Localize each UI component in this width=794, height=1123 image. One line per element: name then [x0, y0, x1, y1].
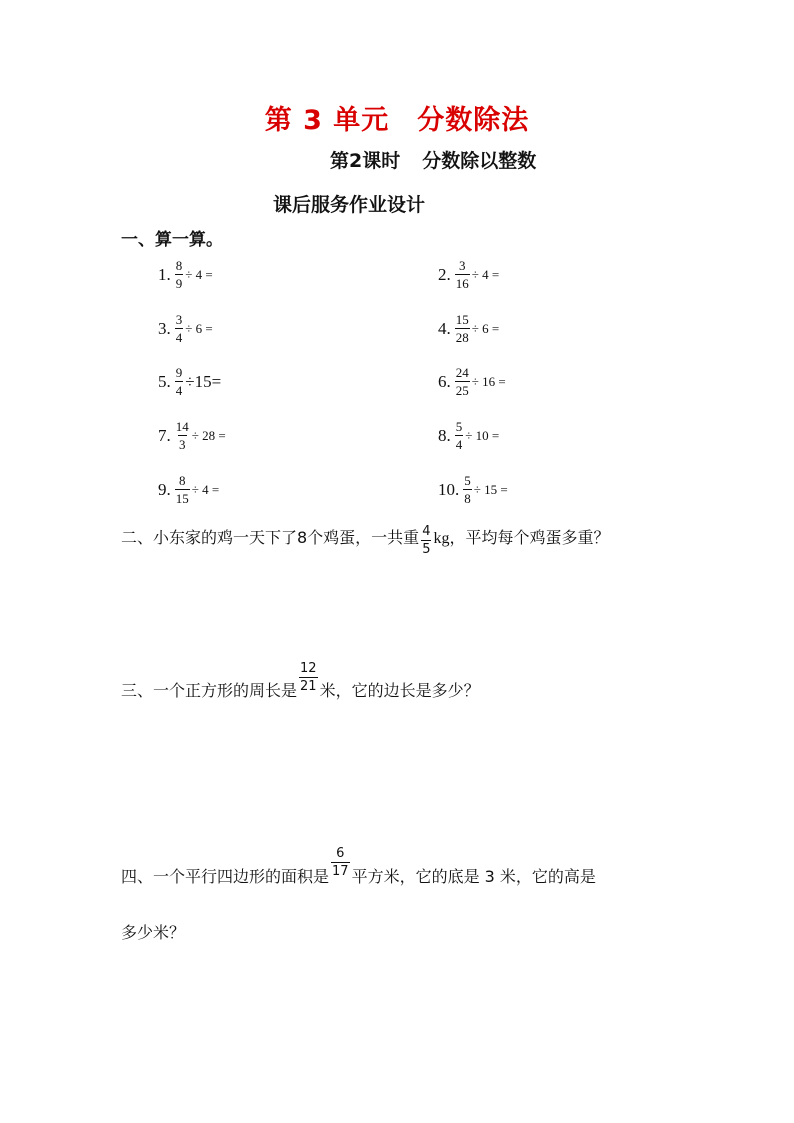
fraction: $\frac{5}{4}$ [455, 419, 463, 452]
problem-9: 9. $\frac{8}{15}$ ÷ 4 = [158, 473, 220, 506]
lesson-number: 第2课时 [330, 150, 401, 172]
fraction: $\frac{14}{3}$ [175, 419, 189, 452]
fraction: $\frac{9}{4}$ [175, 365, 183, 398]
lesson-subtitle [330, 146, 536, 173]
fraction: $\frac{8}{15}$ [175, 473, 189, 506]
problem-4: 4. $\frac{15}{28}$ ÷ 6 = [438, 312, 500, 345]
section-2-question: 二、小东家的鸡一天下了8个鸡蛋，一共重 $\frac{4}{5}$ kg ，平均每个鸡蛋多重？ [121, 524, 610, 557]
fraction: $\frac{3}{16}$ [455, 258, 469, 291]
lesson-topic: 分数除以整数 [422, 150, 537, 172]
problem-8: 8. $\frac{5}{4}$ ÷ 10 = [438, 419, 500, 452]
fraction: $\frac{24}{25}$ [455, 365, 469, 398]
fraction: $\frac{3}{4}$ [175, 312, 183, 345]
problem-3: 3. $\frac{3}{4}$ ÷ 6 = [158, 312, 213, 345]
fraction: $\frac{4}{5}$ [422, 524, 431, 557]
worksheet-heading: 课后服务作业设计 [273, 194, 426, 216]
fraction: $\frac{12}{21}$ [300, 661, 317, 694]
section-1-label: 一、算一算。 [121, 230, 223, 250]
section-3-question: 三、一个正方形的周长是 $\frac{12}{21}$ 米，它的边长是多少？ [121, 661, 480, 700]
fraction: $\frac{15}{28}$ [455, 312, 469, 345]
fraction: $\frac{8}{9}$ [175, 258, 183, 291]
problem-7: 7. $\frac{14}{3}$ ÷ 28 = [158, 419, 226, 452]
fraction: $\frac{5}{8}$ [464, 473, 471, 506]
section-4-question: 四、一个平行四边形的面积是 $\frac{6}{17}$ 平方米，它的底是 3 米，它的高是 [121, 846, 596, 886]
fraction: $\frac{6}{17}$ [332, 846, 349, 879]
problem-10: 10. $\frac{5}{8}$ ÷ 15 = [438, 473, 508, 506]
problem-2: 2. $\frac{3}{16}$ ÷ 4 = [438, 258, 500, 291]
problem-1: 1. $\frac{8}{9}$ ÷ 4 = [158, 258, 213, 291]
section-4-line-2: 多少米？ [121, 923, 186, 942]
page-title: 第 3 单元 分数除法 [264, 105, 530, 136]
problem-6: 6. $\frac{24}{25}$ ÷ 16 = [438, 365, 506, 398]
problem-5: 5. $\frac{9}{4}$ ÷15= [158, 365, 222, 398]
